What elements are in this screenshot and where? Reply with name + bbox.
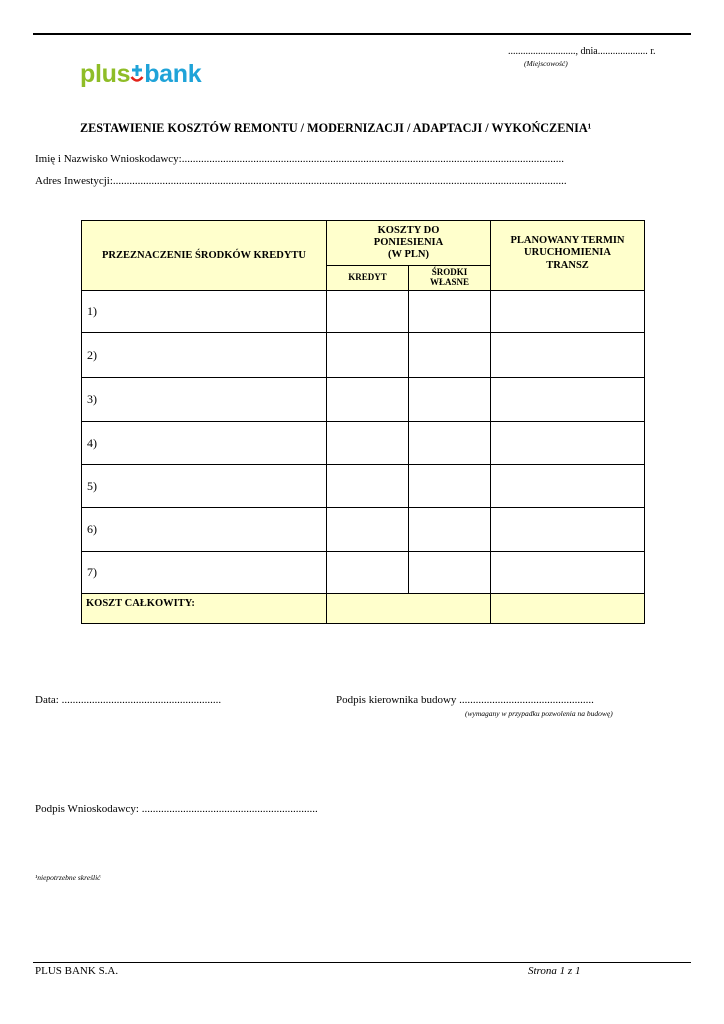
row-label: 5)	[82, 465, 327, 508]
header-own-line2: WŁASNE	[429, 277, 469, 287]
term-cell[interactable]	[491, 333, 645, 378]
top-rule	[33, 33, 691, 35]
logo-bank-text: bank	[144, 60, 202, 88]
header-own-funds	[409, 266, 491, 291]
own-funds-cell[interactable]	[409, 552, 491, 594]
credit-cell[interactable]	[327, 378, 409, 422]
term-cell[interactable]	[491, 291, 645, 333]
term-cell[interactable]	[491, 508, 645, 552]
footer-page-number: Strona 1 z 1	[528, 965, 581, 977]
table-row	[82, 508, 645, 552]
credit-cell[interactable]	[327, 508, 409, 552]
table-row	[82, 333, 645, 378]
term-cell[interactable]	[491, 378, 645, 422]
header-costs-line3: (W PLN)	[388, 248, 429, 260]
header-costs-line1: KOSZTY DO	[377, 225, 440, 237]
total-term-cell[interactable]	[491, 594, 645, 624]
own-funds-cell[interactable]	[409, 333, 491, 378]
header-term	[491, 221, 645, 291]
manager-signature-field: Podpis kierownika budowy .................................................	[336, 694, 594, 706]
date-field: Data: ..........................................................	[35, 694, 222, 706]
header-costs-line2: PONIESIENIA	[373, 237, 444, 249]
credit-cell[interactable]	[327, 552, 409, 594]
term-cell[interactable]	[491, 552, 645, 594]
table-row	[82, 422, 645, 465]
row-label: 6)	[82, 508, 327, 552]
total-row	[82, 594, 645, 624]
own-funds-cell[interactable]	[409, 378, 491, 422]
row-label: 3)	[82, 378, 327, 422]
row-label: 4)	[82, 422, 327, 465]
place-date-line: ..........................., dnia.................... r.	[508, 46, 656, 57]
header-own-line1: ŚRODKI	[431, 267, 468, 278]
logo-plus-text: plus	[80, 60, 131, 88]
own-funds-cell[interactable]	[409, 422, 491, 465]
own-funds-cell[interactable]	[409, 291, 491, 333]
row-label: 7)	[82, 552, 327, 594]
plus-bank-logo	[80, 62, 201, 87]
header-purpose: PRZEZNACZENIE ŚRODKÓW KREDYTU	[82, 221, 327, 291]
row-label: 1)	[82, 291, 327, 333]
total-label: KOSZT CAŁKOWITY:	[82, 594, 327, 624]
header-term-line3: TRANSZ	[546, 259, 589, 271]
table-row	[82, 552, 645, 594]
header-credit: KREDYT	[327, 266, 409, 291]
table-row	[82, 291, 645, 333]
credit-cell[interactable]	[327, 422, 409, 465]
row-label: 2)	[82, 333, 327, 378]
place-note: (Miejscowość)	[524, 59, 568, 68]
total-cost-cell[interactable]	[327, 594, 491, 624]
bottom-rule	[33, 962, 691, 963]
investment-address-field: Adres Inwestycji:.....................................................................................................................................................................	[35, 175, 567, 187]
applicant-name-field: Imię i Nazwisko Wnioskodawcy:...........................................................................................................................................	[35, 153, 564, 165]
applicant-signature-field: Podpis Wnioskodawcy: ................................................................	[35, 803, 318, 815]
term-cell[interactable]	[491, 465, 645, 508]
table-row	[82, 465, 645, 508]
manager-signature-note: (wymagany w przypadku pozwolenia na budowę)	[465, 709, 613, 718]
logo-mark-icon	[130, 62, 144, 86]
header-costs	[327, 221, 491, 266]
header-term-line1: PLANOWANY TERMIN	[510, 235, 625, 246]
cost-table	[81, 220, 645, 624]
footnote: ¹niepotrzebne skreślić	[35, 873, 101, 882]
footer-company: PLUS BANK S.A.	[35, 965, 119, 977]
term-cell[interactable]	[491, 422, 645, 465]
credit-cell[interactable]	[327, 465, 409, 508]
own-funds-cell[interactable]	[409, 508, 491, 552]
header-term-line2: URUCHOMIENIA	[524, 247, 611, 259]
table-row	[82, 378, 645, 422]
credit-cell[interactable]	[327, 291, 409, 333]
credit-cell[interactable]	[327, 333, 409, 378]
own-funds-cell[interactable]	[409, 465, 491, 508]
document-title: ZESTAWIENIE KOSZTÓW REMONTU / MODERNIZACJI / ADAPTACJI / WYKOŃCZENIA¹	[80, 121, 592, 135]
